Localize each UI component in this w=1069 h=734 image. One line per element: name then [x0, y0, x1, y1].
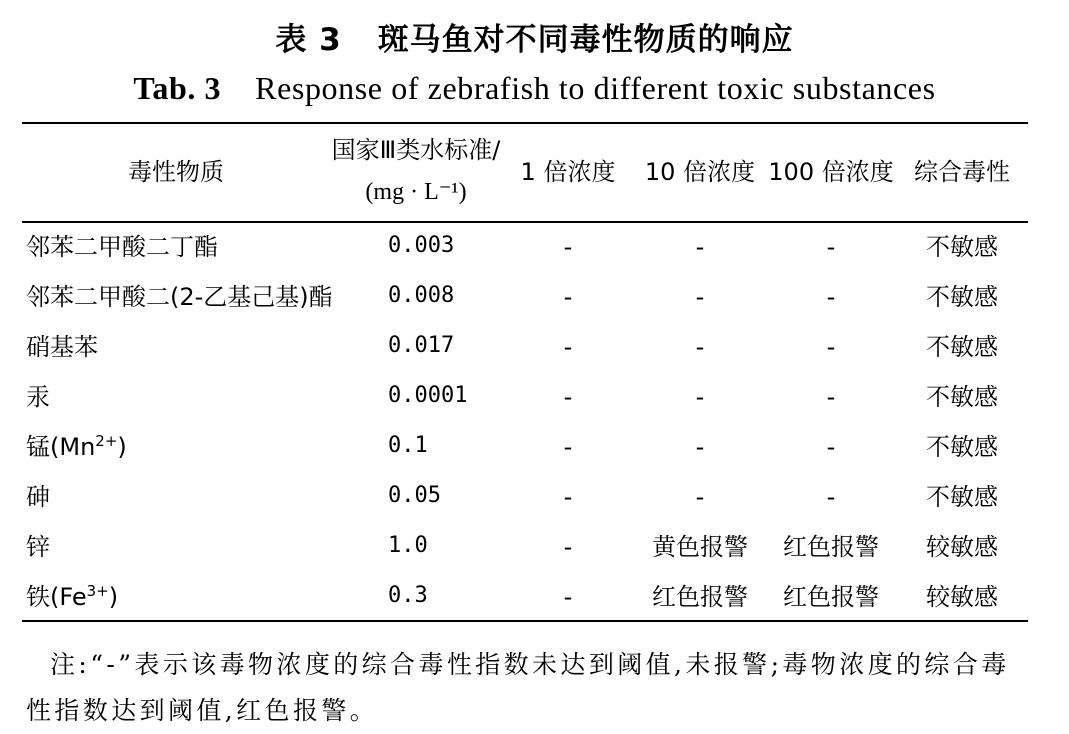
table-caption-en: Response of zebrafish to different toxic substances — [255, 70, 936, 106]
toxicity-cell: 不敏感 — [926, 233, 998, 261]
conc-100x-cell: - — [826, 333, 836, 361]
conc-10x-cell: - — [695, 233, 705, 261]
header-conc-100x: 100 倍浓度 — [768, 158, 894, 186]
substance-cell — [26, 432, 127, 461]
conc-10x-cell: - — [695, 433, 705, 461]
substance-tail: ) — [117, 433, 127, 461]
toxicity-cell: 较敏感 — [926, 533, 998, 561]
conc-10x-cell: - — [695, 383, 705, 411]
header-toxicity: 综合毒性 — [914, 158, 1010, 186]
conc-1x-cell: - — [563, 433, 573, 461]
conc-10x-cell: - — [695, 283, 705, 311]
ion-charge-superscript: 2+ — [95, 432, 118, 450]
substance-text: 锰(Mn — [26, 433, 96, 461]
standard-cell: 0.0001 — [388, 383, 468, 408]
conc-10x-cell: 黄色报警 — [652, 533, 748, 561]
conc-10x-cell: - — [695, 333, 705, 361]
conc-1x-cell: - — [563, 333, 573, 361]
conc-1x-cell: - — [563, 233, 573, 261]
table-title-english — [0, 70, 1069, 107]
conc-100x-cell: - — [826, 233, 836, 261]
header-conc-1x: 1 倍浓度 — [520, 158, 616, 186]
header-standard-unit: (mg · L⁻¹) — [365, 179, 467, 205]
header-substance: 毒性物质 — [128, 158, 224, 186]
conc-100x-cell: - — [826, 483, 836, 511]
conc-100x-cell: 红色报警 — [783, 533, 879, 561]
conc-10x-cell: - — [695, 483, 705, 511]
table-top-rule — [22, 122, 1028, 124]
table-title-chinese — [0, 14, 1069, 59]
toxicity-cell: 不敏感 — [926, 433, 998, 461]
conc-10x-cell: 红色报警 — [652, 583, 748, 611]
standard-cell: 1.0 — [388, 533, 428, 558]
toxicity-cell: 较敏感 — [926, 583, 998, 611]
toxicity-cell: 不敏感 — [926, 483, 998, 511]
header-standard: 国家Ⅲ类水标准/ — [331, 136, 501, 164]
substance-cell: 邻苯二甲酸二(2-乙基己基)酯 — [26, 283, 333, 311]
standard-cell: 0.017 — [388, 333, 455, 358]
substance-cell: 汞 — [26, 383, 50, 411]
table-note: 注:“-”表示该毒物浓度的综合毒性指数未达到阈值,未报警;毒物浓度的综合毒性指数达到阈值,红色报警。 — [26, 650, 1010, 725]
toxicity-cell: 不敏感 — [926, 333, 998, 361]
standard-cell: 0.3 — [388, 583, 428, 608]
conc-100x-cell: - — [826, 283, 836, 311]
conc-100x-cell: - — [826, 433, 836, 461]
header-conc-10x: 10 倍浓度 — [644, 158, 756, 186]
table-number-en: Tab. 3 — [133, 70, 222, 106]
standard-cell: 0.05 — [388, 483, 441, 508]
table-bottom-rule — [22, 620, 1028, 622]
table-number-cn: 表 3 — [275, 22, 342, 58]
substance-cell — [26, 582, 119, 611]
conc-100x-cell: - — [826, 383, 836, 411]
substance-cell: 锌 — [26, 533, 50, 561]
table-caption-cn: 斑马鱼对不同毒性物质的响应 — [377, 22, 794, 58]
conc-1x-cell: - — [563, 283, 573, 311]
table-header-rule — [22, 221, 1028, 223]
conc-1x-cell: - — [563, 583, 573, 611]
conc-100x-cell: 红色报警 — [783, 583, 879, 611]
standard-cell: 0.1 — [388, 433, 428, 458]
conc-1x-cell: - — [563, 383, 573, 411]
ion-charge-superscript: 3+ — [86, 582, 109, 600]
substance-text: 铁(Fe — [26, 583, 87, 611]
substance-cell: 硝基苯 — [26, 333, 98, 361]
substance-cell: 邻苯二甲酸二丁酯 — [26, 233, 218, 261]
standard-cell: 0.003 — [388, 233, 455, 258]
substance-tail: ) — [108, 583, 119, 611]
substance-cell: 砷 — [26, 483, 50, 511]
conc-1x-cell: - — [563, 533, 573, 561]
toxicity-cell: 不敏感 — [926, 383, 998, 411]
toxicity-cell: 不敏感 — [926, 283, 998, 311]
conc-1x-cell: - — [563, 483, 573, 511]
standard-cell: 0.008 — [388, 283, 455, 308]
